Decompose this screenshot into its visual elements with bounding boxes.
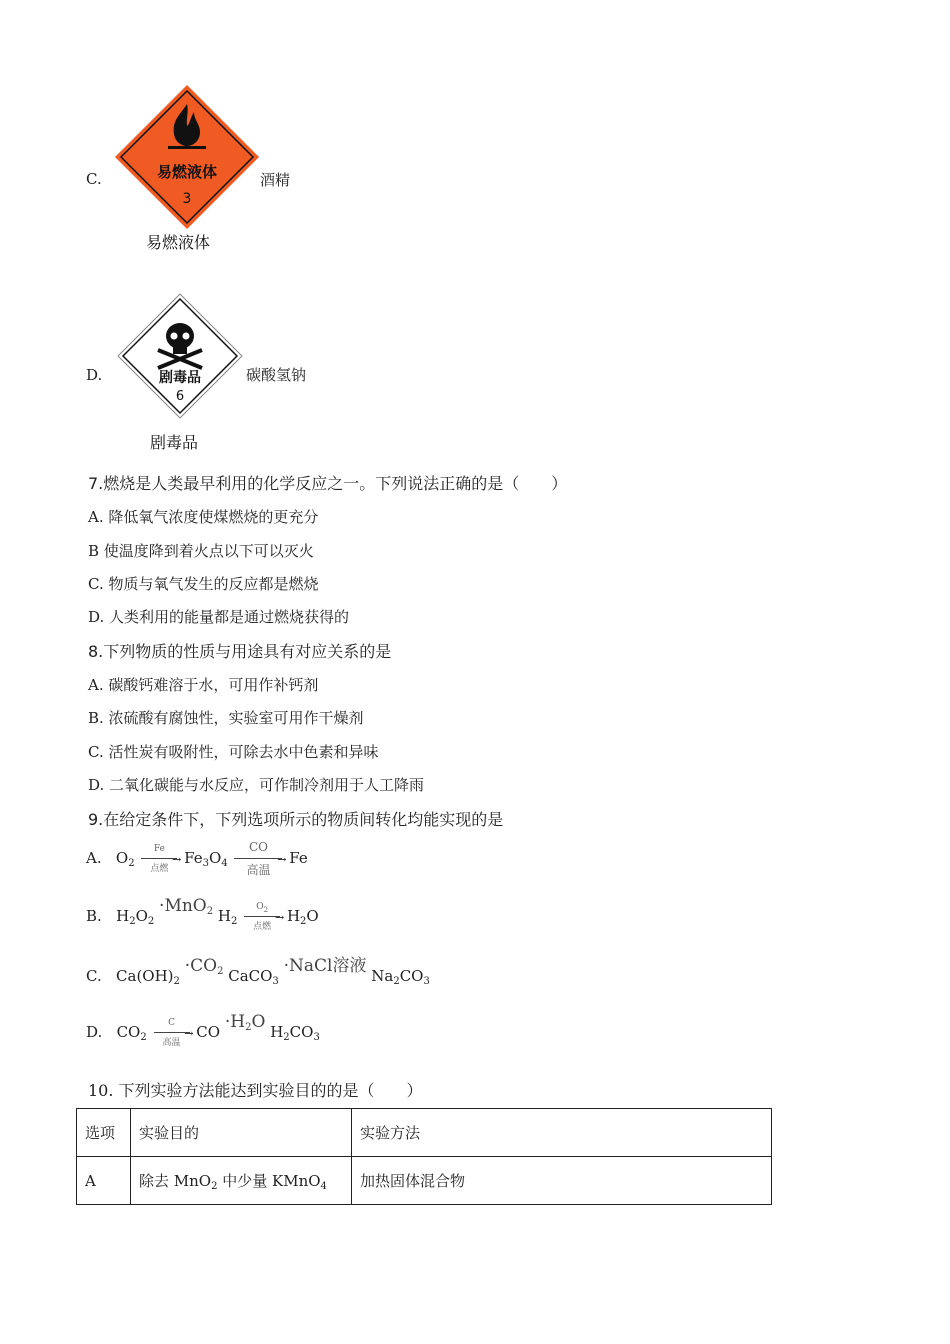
question-number: 8. — [88, 642, 104, 661]
option-d-label: D. — [86, 366, 103, 384]
question-text: 在给定条件下，下列选项所示的物质间转化均能实现的是 — [103, 810, 504, 829]
formula: CO — [196, 1023, 221, 1041]
sign-text: 易燃液体 — [156, 163, 218, 181]
formula: $Na_2CO_3$ — [371, 967, 430, 987]
option-d-text: 碳酸氢钠 — [246, 366, 307, 384]
table-header-cell: 选项 — [77, 1109, 131, 1157]
table-header-row — [77, 1109, 772, 1157]
question-number: 9. — [88, 810, 104, 829]
option-c-label: C. — [86, 170, 102, 188]
toxic-sign — [116, 292, 244, 420]
table-cell-method: 加热固体混合物 — [352, 1157, 772, 1205]
flammable-caption: 易燃液体 — [146, 233, 211, 252]
formula: $CO_2$ — [116, 1023, 147, 1043]
reaction-arrow: Fe → 点燃 — [139, 844, 179, 874]
q8-option-a: A. 碳酸钙难溶于水，可用作补钙剂 — [88, 676, 319, 694]
q9-option-d — [86, 1012, 320, 1048]
reaction-condition: $\cdot H_2O$ — [224, 1012, 266, 1033]
formula: $Ca(OH)_2$ — [116, 967, 180, 987]
reaction-condition: ·NaCl溶液 — [283, 956, 367, 976]
q7-option-b: B 使温度降到着火点以下可以灭火 — [88, 542, 314, 560]
table-header-cell: 实验目的 — [131, 1109, 352, 1157]
reaction-arrow: CO → 高温 — [232, 844, 284, 874]
toxic-caption: 剧毒品 — [150, 433, 199, 452]
q8-option-b: B. 浓硫酸有腐蚀性，实验室可用作干燥剂 — [88, 709, 364, 727]
table-row — [77, 1157, 772, 1205]
formula: $Fe_3O_4$ — [184, 849, 228, 869]
q9-option-a — [86, 840, 308, 877]
flammable-liquid-sign — [112, 82, 262, 232]
question-number: 7. — [88, 474, 104, 493]
sign-number: 3 — [182, 191, 192, 207]
reaction-condition: ·MnO$_2$ — [159, 896, 214, 917]
reaction-arrow: C → 高温 — [152, 1018, 192, 1048]
formula: CaCO$_3$ — [228, 967, 279, 987]
question-9-stem — [88, 807, 503, 830]
option-label: A. — [86, 849, 102, 867]
formula: $H_2O_2$ — [116, 907, 155, 927]
q7-option-c: C. 物质与氧气发生的反应都是燃烧 — [88, 575, 319, 593]
q7-option-d: D. 人类利用的能量都是通过燃烧获得的 — [88, 608, 350, 626]
formula: $H_2CO_3$ — [270, 1023, 320, 1043]
table-header-cell: 实验方法 — [352, 1109, 772, 1157]
table-cell-option: A — [77, 1157, 131, 1205]
q9-option-c — [86, 956, 430, 987]
formula: $H_2$ — [217, 907, 238, 927]
reaction-arrow: $O_2$ → 点燃 — [242, 902, 282, 932]
question-7-stem — [88, 471, 567, 494]
formula: $H_2O$ — [286, 907, 319, 927]
option-label: C. — [86, 967, 102, 985]
question-text: 燃烧是人类最早利用的化学反应之一。下列说法正确的是（ ） — [103, 474, 568, 493]
q9-option-b — [86, 896, 319, 932]
option-c-text: 酒精 — [260, 171, 291, 189]
sign-number: 6 — [175, 389, 185, 404]
q8-option-c: C. 活性炭有吸附性，可除去水中色素和异味 — [88, 743, 379, 761]
option-label: B. — [86, 907, 102, 925]
experiment-table — [76, 1108, 772, 1205]
question-text: 下列物质的性质与用途具有对应关系的是 — [103, 642, 392, 661]
formula: Fe — [289, 849, 308, 867]
reaction-condition: $\cdot CO_2$ — [184, 956, 224, 977]
question-10-stem: 10. 下列实验方法能达到实验目的的是（ ） — [88, 1081, 423, 1100]
q7-option-a: A. 降低氧气浓度使煤燃烧的更充分 — [88, 508, 319, 526]
formula: $O_2$ — [115, 849, 135, 869]
option-label: D. — [86, 1023, 103, 1041]
question-8-stem — [88, 639, 391, 662]
sign-text: 剧毒品 — [159, 370, 201, 386]
q8-option-d: D. 二氧化碳能与水反应，可作制冷剂用于人工降雨 — [88, 776, 425, 794]
table-cell-purpose: 除去 MnO$_2$ 中少量 KMnO$_4$ — [131, 1157, 352, 1205]
